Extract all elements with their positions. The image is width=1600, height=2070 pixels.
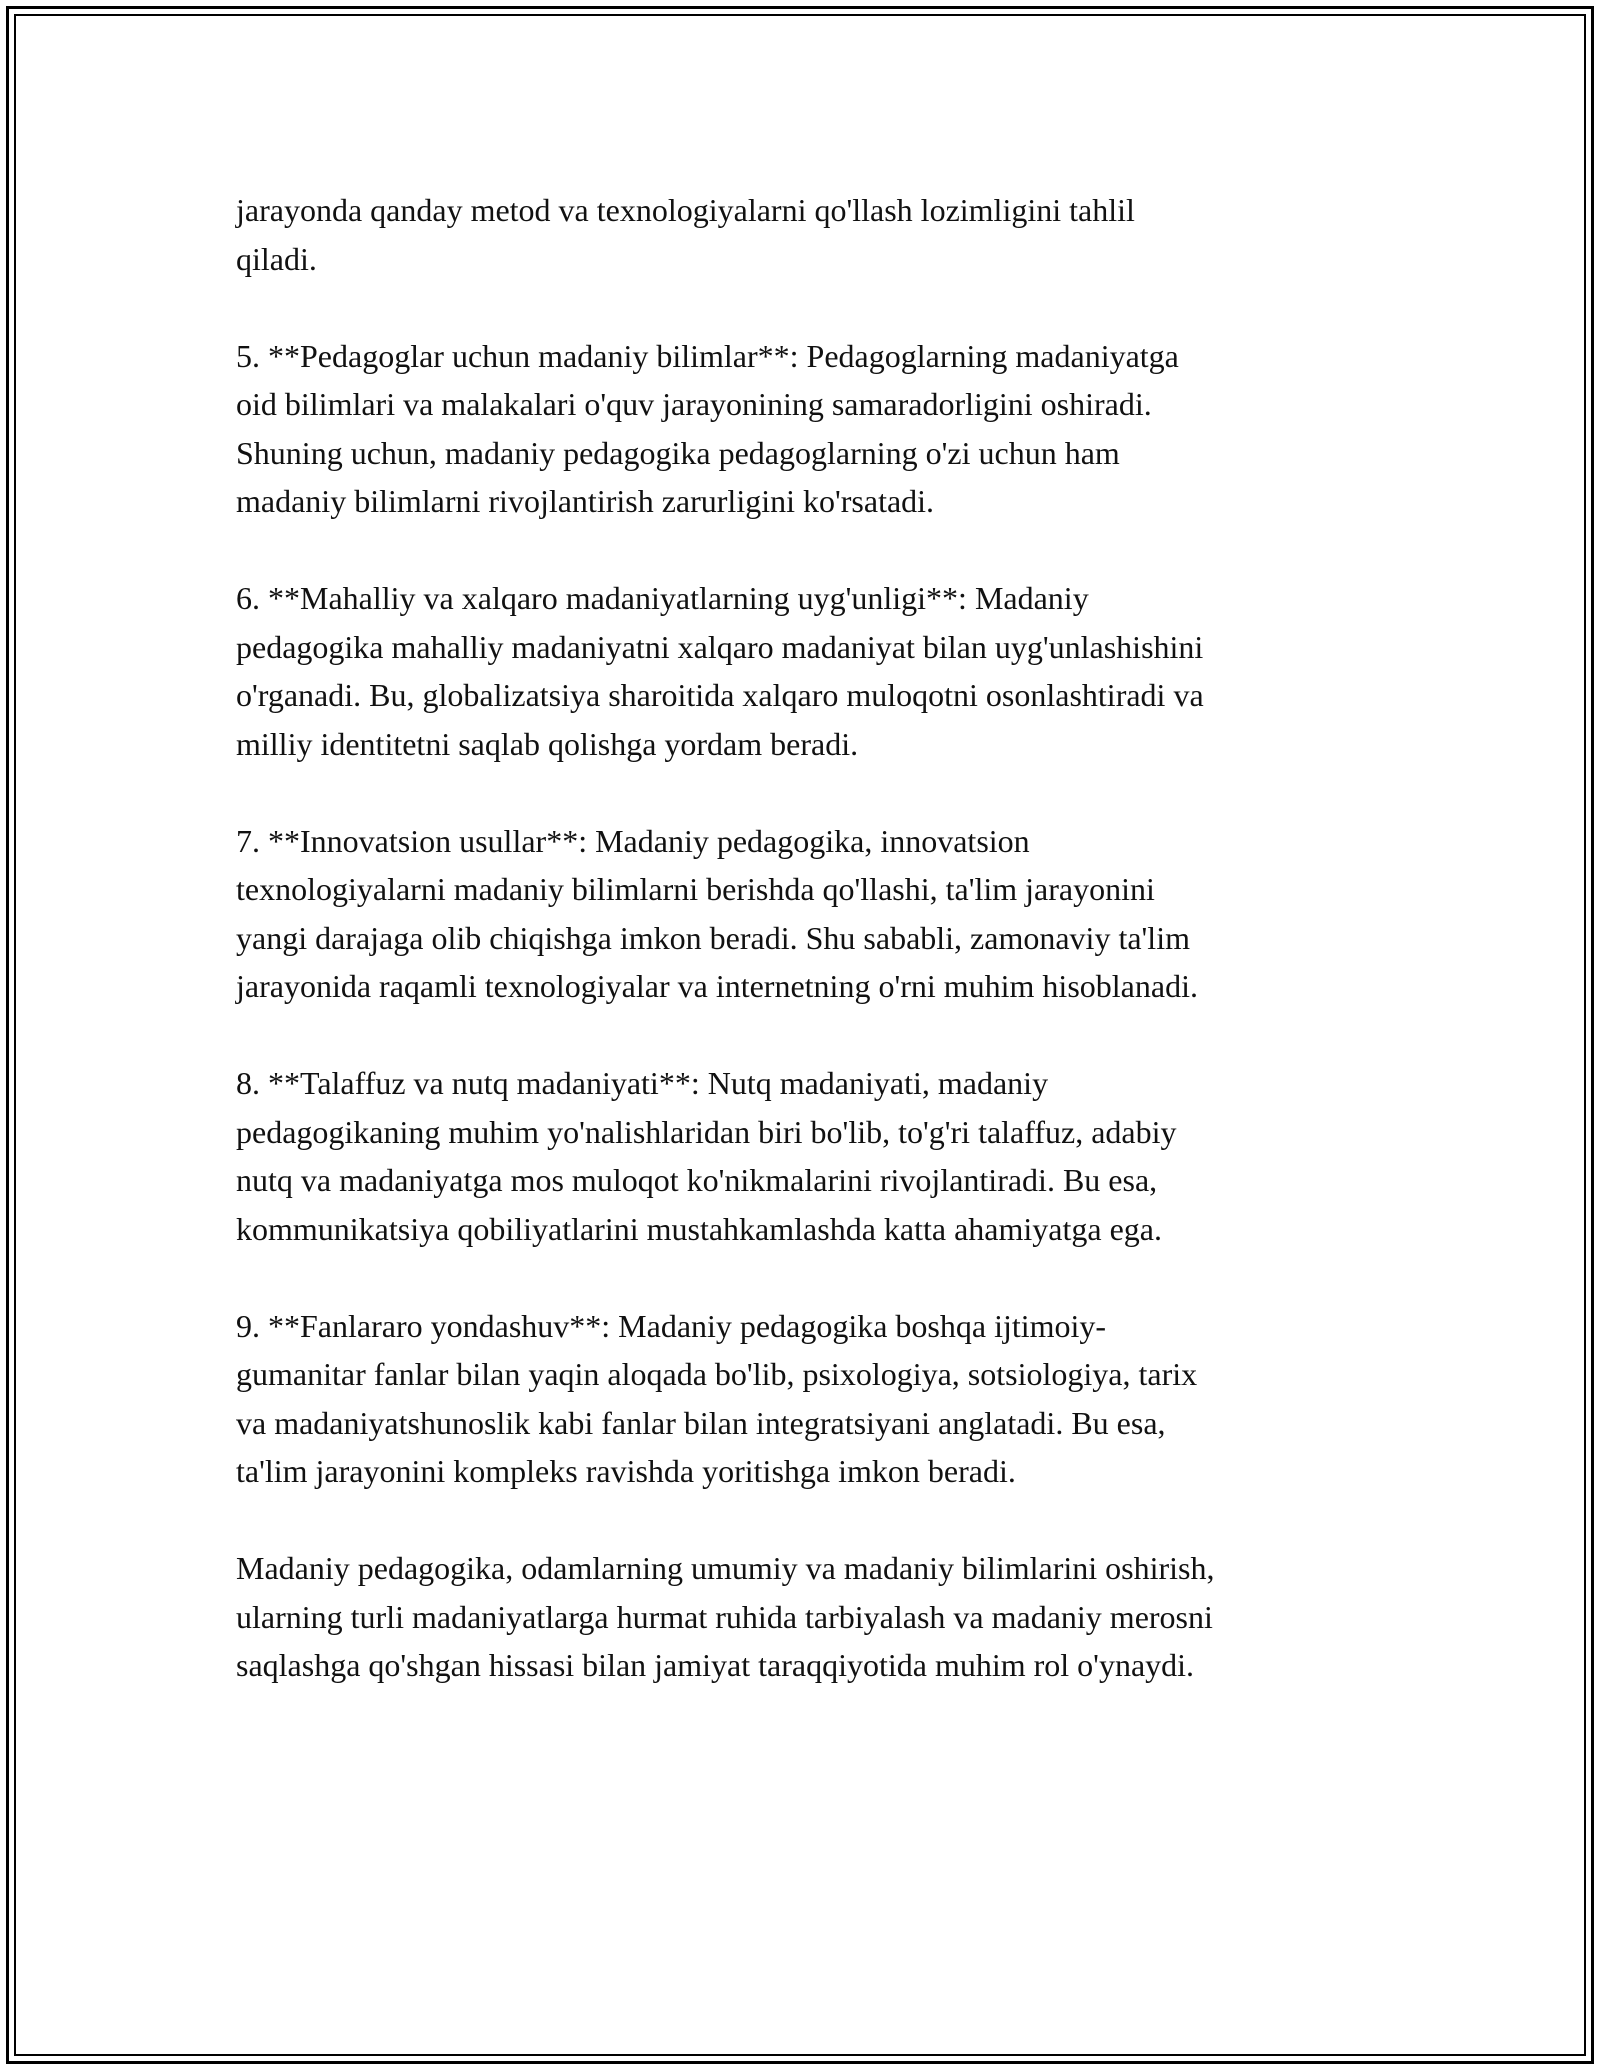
text-line: ularning turli madaniyatlarga hurmat ruhida tarbiyalash va madaniy merosni (236, 1598, 1213, 1635)
text-line: gumanitar fanlar bilan yaqin aloqada bo'lib, psixologiya, sotsiologiya, tarix (236, 1356, 1198, 1392)
document-body (236, 186, 1376, 1738)
text-line: texnologiyalarni madaniy bilimlarni berishda qo'llashi, ta'lim jarayonini (236, 871, 1155, 907)
text-line: 7. **Innovatsion usullar**: Madaniy pedagogika, innovatsion (236, 822, 1030, 859)
text-line: pedagogikaning muhim yo'nalishlaridan biri bo'lib, to'g'ri talaffuz, adabiy (236, 1113, 1177, 1150)
paragraph-item-6 (236, 574, 1376, 768)
text-line: 5. **Pedagoglar uchun madaniy bilimlar**: Pedagoglarning madaniyatga (236, 337, 1179, 374)
text-line: 8. **Talaffuz va nutq madaniyati**: Nutq madaniyati, madaniy (236, 1065, 1049, 1101)
text-line: Shuning uchun, madaniy pedagogika pedagoglarning o'zi uchun ham (236, 434, 1120, 471)
paragraph-conclusion (236, 1544, 1376, 1690)
text-line: qiladi. (236, 240, 317, 277)
text-line: yangi darajaga olib chiqishga imkon beradi. Shu sababli, zamonaviy ta'lim (236, 919, 1190, 956)
text-line: kommunikatsiya qobiliyatlarini mustahkamlashda katta ahamiyatga ega. (236, 1210, 1162, 1247)
text-line: jarayonda qanday metod va texnologiyalarni qo'llash lozimligini tahlil (236, 192, 1135, 228)
text-line: ta'lim jarayonini kompleks ravishda yoritishga imkon beradi. (236, 1453, 1016, 1489)
text-line: saqlashga qo'shgan hissasi bilan jamiyat taraqqiyotida muhim rol o'ynaydi. (236, 1647, 1195, 1683)
text-line: o'rganadi. Bu, globalizatsiya sharoitida xalqaro muloqotni osonlashtiradi va (236, 677, 1204, 713)
paragraph-item-7 (236, 817, 1376, 1011)
paragraph-intro-continuation (236, 186, 1376, 283)
text-line: oid bilimlari va malakalari o'quv jarayonining samaradorligini oshiradi. (236, 386, 1152, 422)
text-line: jarayonida raqamli texnologiyalar va internetning o'rni muhim hisoblanadi. (236, 968, 1198, 1004)
text-line: pedagogika mahalliy madaniyatni xalqaro madaniyat bilan uyg'unlashishini (236, 628, 1204, 665)
text-line: va madaniyatshunoslik kabi fanlar bilan integratsiyani anglatadi. Bu esa, (236, 1404, 1166, 1441)
text-line: madaniy bilimlarni rivojlantirish zarurligini ko'rsatadi. (236, 483, 935, 519)
text-line: milliy identitetni saqlab qolishga yordam beradi. (236, 725, 859, 762)
text-line: Madaniy pedagogika, odamlarning umumiy va madaniy bilimlarini oshirish, (236, 1550, 1215, 1586)
paragraph-item-9 (236, 1302, 1376, 1496)
paragraph-item-8 (236, 1059, 1376, 1253)
text-line: nutq va madaniyatga mos muloqot ko'nikmalarini rivojlantiradi. Bu esa, (236, 1162, 1158, 1198)
text-line: 6. **Mahalliy va xalqaro madaniyatlarning uyg'unligi**: Madaniy (236, 580, 1089, 616)
text-line: 9. **Fanlararo yondashuv**: Madaniy pedagogika boshqa ijtimoiy- (236, 1307, 1107, 1344)
paragraph-item-5 (236, 332, 1376, 526)
